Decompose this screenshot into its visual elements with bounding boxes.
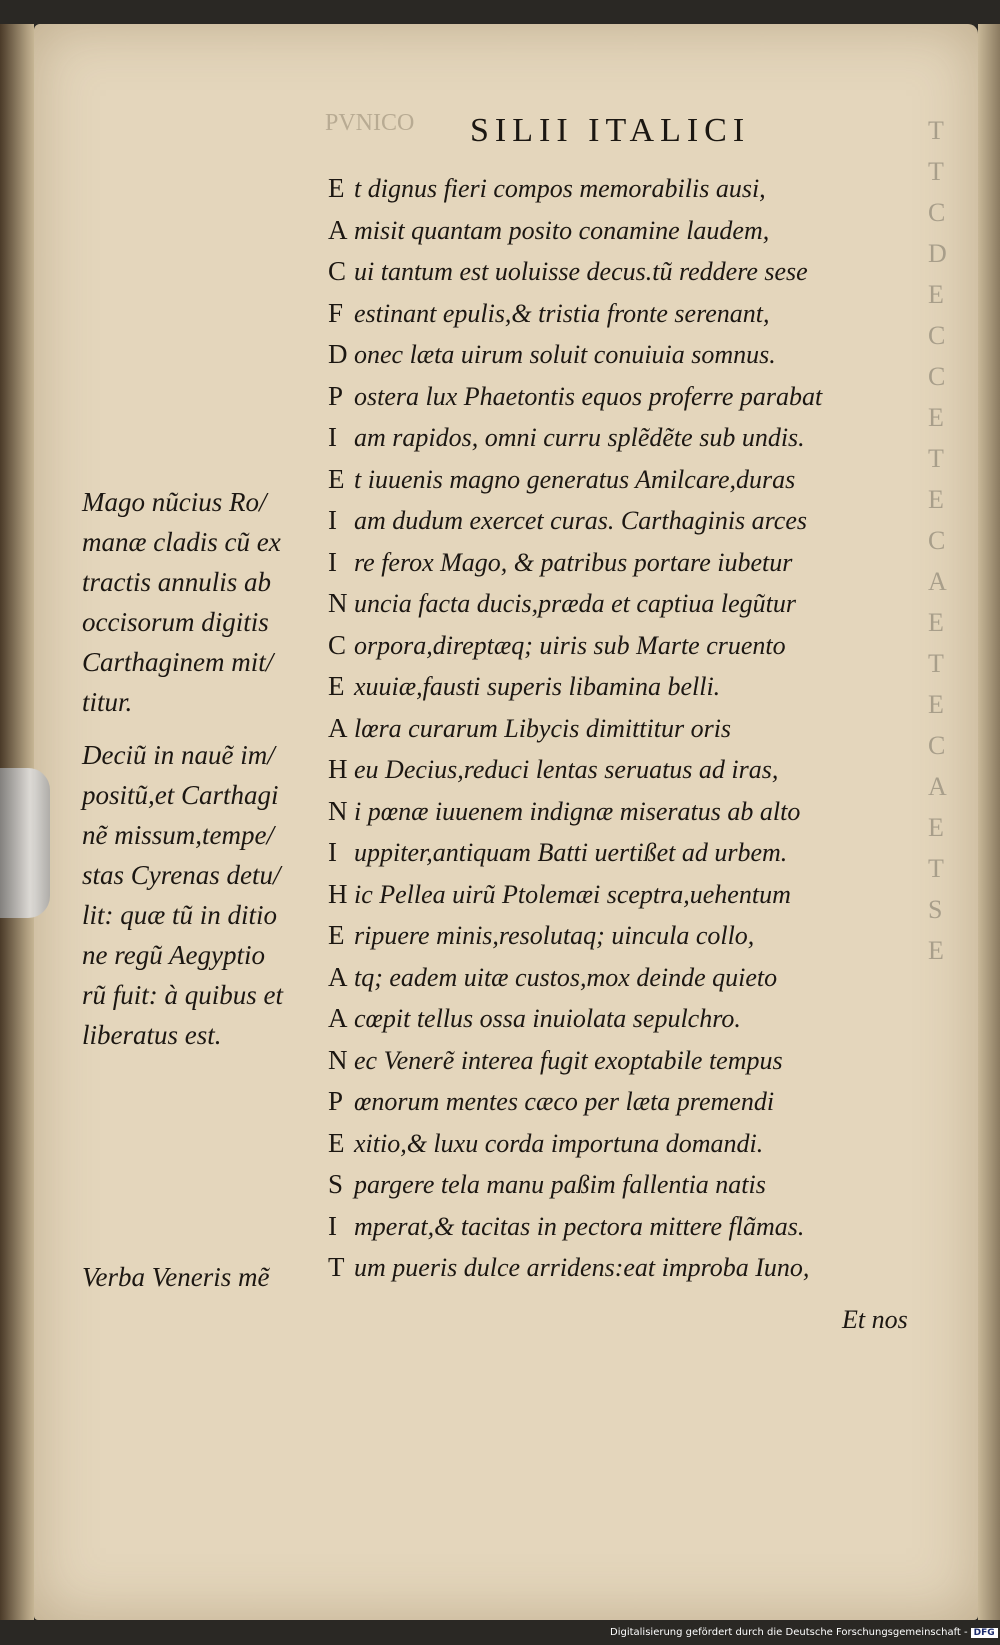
verse-text: uppiter,antiquam Batti uertißet ad urbem. (354, 838, 788, 867)
note-line: occisorum digitis (82, 607, 269, 637)
verse-text: ostera lux Phaetontis equos proferre parabat (354, 381, 823, 411)
verse-text: estinant epulis,& tristia fronte serenant, (354, 298, 770, 328)
running-head: SILII ITALICI (470, 112, 751, 149)
verse-text: pargere tela manu paßim fallentia natis (354, 1170, 766, 1199)
verse-line (328, 874, 928, 916)
verse-line (328, 998, 928, 1040)
verse-initial: E (328, 173, 345, 203)
note-line: liberatus est. (82, 1020, 222, 1050)
verse-line (328, 708, 928, 750)
verse-text: eu Decius,reduci lentas seruatus ad iras, (354, 755, 779, 784)
verse-initial: T (328, 1252, 345, 1282)
verse-initial: A (328, 214, 348, 245)
verse-line (328, 542, 928, 584)
verse-text: xitio,& luxu corda importuna domandi. (354, 1128, 764, 1158)
bleed-letter: C (928, 321, 946, 350)
verse-text: xuuiæ,fausti superis libamina belli. (354, 672, 721, 701)
verse-text: mperat,& tacitas in pectora mittere flãmas. (354, 1211, 805, 1241)
verse-text: misit quantam posito conamine laudem, (354, 215, 770, 245)
verse-text: onec læta uirum soluit conuiuia somnus. (354, 340, 776, 369)
marginal-note-decius (82, 735, 314, 1055)
verse-text: ui tantum est uoluisse decus.tũ reddere sese (354, 257, 808, 286)
verse-line (328, 417, 928, 459)
verse-line (328, 791, 928, 833)
note-line: tractis annulis ab (82, 567, 272, 597)
verse-line (328, 583, 928, 625)
bleed-letter: A (928, 772, 947, 801)
verse-line (328, 251, 928, 293)
verse-initial: F (328, 297, 344, 328)
bleed-letter: T (928, 116, 944, 145)
verse-text: am dudum exercet curas. Carthaginis arces (354, 506, 808, 535)
dfg-badge: DFG (971, 1628, 998, 1638)
verse-line (328, 1247, 928, 1289)
bleed-letter: S (928, 895, 943, 924)
verse-line (328, 1123, 928, 1165)
verse-line (328, 210, 928, 252)
note-line: rũ fuit: à quibus et (82, 980, 283, 1010)
verse-initial: S (328, 1169, 344, 1199)
bleed-letter: C (928, 526, 946, 555)
bleed-letter: T (928, 157, 944, 186)
verse-line (328, 1206, 928, 1248)
bleed-letter: E (928, 485, 944, 514)
verse-initial: I (328, 422, 337, 452)
bleed-letter: C (928, 362, 946, 391)
verse-text: tq; eadem uitæ custos,mox deinde quieto (354, 962, 778, 992)
verse-text: ec Venerẽ interea fugit exoptabile tempus (354, 1045, 783, 1075)
verse-text: uncia facta ducis,præda et captiua legũtur (354, 589, 796, 618)
verse-text: t dignus fieri compos memorabilis ausi, (354, 174, 766, 203)
verse-text: lœra curarum Libycis dimittitur oris (354, 713, 732, 743)
verse-line (328, 459, 928, 501)
verse-line (328, 749, 928, 791)
bleed-letter: E (928, 403, 944, 432)
note-line: manæ cladis cũ ex (82, 527, 281, 557)
verse-initial: P (328, 380, 344, 411)
note-line: nẽ missum,tempe/ (82, 820, 274, 850)
bleed-letter: E (928, 280, 944, 309)
verse-initial: I (328, 505, 337, 535)
bleed-letter: C (928, 731, 946, 760)
bleed-letter: E (928, 690, 944, 719)
verse-block (328, 168, 928, 1289)
verse-line (328, 957, 928, 999)
note-line: Deciũ in nauẽ im/ (82, 740, 275, 770)
verse-line (328, 832, 928, 874)
verse-initial: E (328, 1127, 345, 1158)
bleed-letter: C (928, 198, 946, 227)
bleed-letter: E (928, 608, 944, 637)
verse-line (328, 1081, 928, 1123)
verse-line (328, 293, 928, 335)
verse-text: um pueris dulce arridens:eat improba Iuno, (354, 1253, 810, 1282)
verse-line (328, 500, 928, 542)
verse-initial: C (328, 629, 347, 660)
bleed-letter: E (928, 813, 944, 842)
digitization-footer (610, 1627, 998, 1638)
bleed-through-head: PVNICO (325, 110, 415, 136)
bleed-letter: T (928, 649, 944, 678)
verse-initial: P (328, 1086, 344, 1116)
bleed-letter: T (928, 444, 944, 473)
verse-line (328, 1040, 928, 1082)
bleed-letter: E (928, 936, 944, 965)
verse-line (328, 1164, 928, 1206)
verse-initial: N (328, 588, 348, 618)
note-line: lit: quæ tũ in ditio (82, 900, 278, 930)
verse-initial: N (328, 1044, 348, 1075)
marginal-note-mago (82, 482, 314, 722)
verse-text: ripuere minis,resolutaq; uincula collo, (354, 921, 755, 950)
verse-line (328, 376, 928, 418)
bleed-letter: T (928, 854, 944, 883)
verse-initial: C (328, 256, 347, 286)
verse-initial: A (328, 712, 348, 743)
verse-text: œnorum mentes cæco per læta premendi (354, 1087, 775, 1116)
verse-initial: I (328, 837, 337, 867)
note-line: positũ,et Carthagi (82, 780, 279, 810)
verse-line (328, 334, 928, 376)
verse-text: am rapidos, omni curru splẽdẽte sub undis. (354, 423, 805, 452)
verse-initial: A (328, 961, 348, 992)
verse-initial: E (328, 463, 345, 494)
verse-initial: N (328, 795, 348, 826)
note-line: Mago nũcius Ro/ (82, 487, 267, 517)
verse-text: orpora,direptæq; uiris sub Marte cruento (354, 630, 786, 660)
note-line: stas Cyrenas detu/ (82, 860, 281, 890)
verse-text: cœpit tellus ossa inuiolata sepulchro. (354, 1004, 741, 1033)
verse-line (328, 915, 928, 957)
marginal-note-venus (82, 1257, 314, 1297)
verse-line (328, 625, 928, 667)
verse-initial: H (328, 878, 348, 909)
verse-text: t iuuenis magno generatus Amilcare,duras (354, 464, 796, 494)
verse-initial: H (328, 754, 348, 784)
bleed-letter: D (928, 239, 947, 268)
verse-text: i pœnæ iuuenem indignæ miseratus ab alto (354, 796, 801, 826)
verse-line (328, 666, 928, 708)
verse-text: re ferox Mago, & patribus portare iubetur (354, 547, 793, 577)
verse-text: ic Pellea uirũ Ptolemæi sceptra,uehentum (354, 879, 791, 909)
note-line: Carthaginem mit/ (82, 647, 274, 677)
verse-line (328, 168, 928, 210)
note-line: titur. (82, 687, 133, 717)
footer-text: Digitalisierung gefördert durch die Deutsche Forschungsgemeinschaft - (610, 1627, 968, 1638)
verse-initial: E (328, 671, 345, 701)
verse-initial: I (328, 546, 337, 577)
verse-initial: E (328, 920, 345, 950)
page-clip (0, 768, 50, 918)
note-line: ne regũ Aegyptio (82, 940, 265, 970)
verse-initial: D (328, 339, 348, 369)
bleed-letter: A (928, 567, 947, 596)
catchword: Et nos (842, 1305, 908, 1334)
verse-initial: A (328, 1003, 348, 1033)
note-line: Verba Veneris mẽ (82, 1262, 270, 1292)
verse-initial: I (328, 1210, 337, 1241)
page-edge (978, 24, 1000, 1620)
bleed-through-letters (928, 110, 968, 1310)
